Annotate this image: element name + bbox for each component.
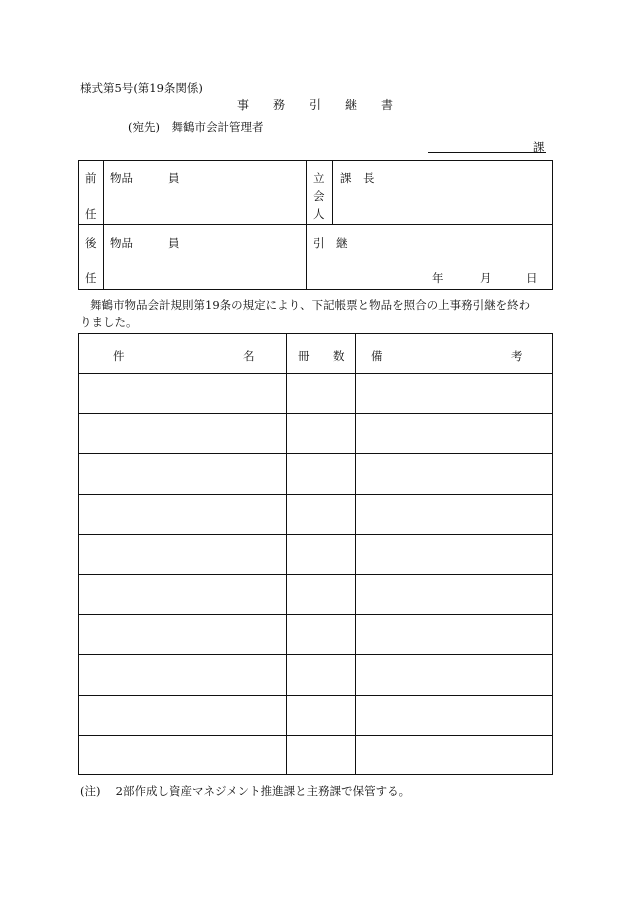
statement-line-1: 舞鶴市物品会計規則第19条の規定により、下記帳票と物品を照合の上事務引継を終わ [90, 298, 531, 312]
prev-staff-suffix: 員 [168, 171, 180, 185]
col-header-name-a: 件 [113, 349, 125, 363]
table-row[interactable] [78, 655, 553, 693]
table-row[interactable] [78, 414, 553, 452]
witness-char: 立 [313, 171, 325, 185]
prev-label-top: 前 [85, 171, 97, 185]
section-chief-field[interactable] [336, 186, 550, 222]
department-suffix: 課 [533, 140, 545, 154]
title-char: 務 [272, 98, 285, 112]
date-month-label: 月 [480, 271, 492, 285]
handover-col-line [332, 160, 333, 224]
table-row[interactable] [78, 696, 553, 734]
witness-char: 会 [313, 189, 325, 203]
prev-staff-field[interactable] [106, 186, 304, 222]
handover-col-line [306, 160, 307, 290]
document-title [237, 96, 393, 113]
prev-staff-label: 物品 [110, 171, 133, 185]
department-field[interactable] [428, 140, 546, 153]
next-staff-suffix: 員 [168, 236, 180, 250]
handover-divider [78, 224, 553, 225]
title-char: 書 [380, 98, 393, 112]
col-header-count-b: 数 [333, 349, 345, 363]
table-row[interactable] [78, 575, 553, 613]
witness-char: 人 [313, 207, 325, 221]
addressee: (宛先) 舞鶴市会計管理者 [128, 120, 264, 134]
prev-label-bottom: 任 [85, 207, 97, 221]
section-chief-label: 課 長 [340, 171, 375, 185]
col-header-note-a: 備 [371, 349, 383, 363]
table-row[interactable] [78, 454, 553, 492]
title-char: 継 [344, 98, 357, 112]
form-number: 様式第5号(第19条関係) [80, 81, 203, 95]
table-row[interactable] [78, 374, 553, 412]
next-label-top: 後 [85, 236, 97, 250]
table-row[interactable] [78, 736, 553, 774]
table-row[interactable] [78, 535, 553, 573]
next-staff-field[interactable] [106, 250, 304, 286]
date-year-label: 年 [432, 271, 444, 285]
handover-label: 引 継 [313, 236, 348, 250]
date-day-label: 日 [526, 271, 538, 285]
next-staff-label: 物品 [110, 236, 133, 250]
col-header-name-b: 名 [243, 349, 255, 363]
table-row[interactable] [78, 615, 553, 653]
col-header-count-a: 冊 [298, 349, 310, 363]
title-char: 事 [237, 98, 250, 112]
next-label-bottom: 任 [85, 271, 97, 285]
statement-line-2: りました。 [80, 315, 138, 329]
footer-note: (注) 2部作成し資産マネジメント推進課と主務課で保管する。 [80, 784, 411, 798]
table-row[interactable] [78, 495, 553, 533]
handover-col-line [103, 160, 104, 290]
col-header-note-b: 考 [511, 349, 523, 363]
title-char: 引 [308, 98, 321, 112]
